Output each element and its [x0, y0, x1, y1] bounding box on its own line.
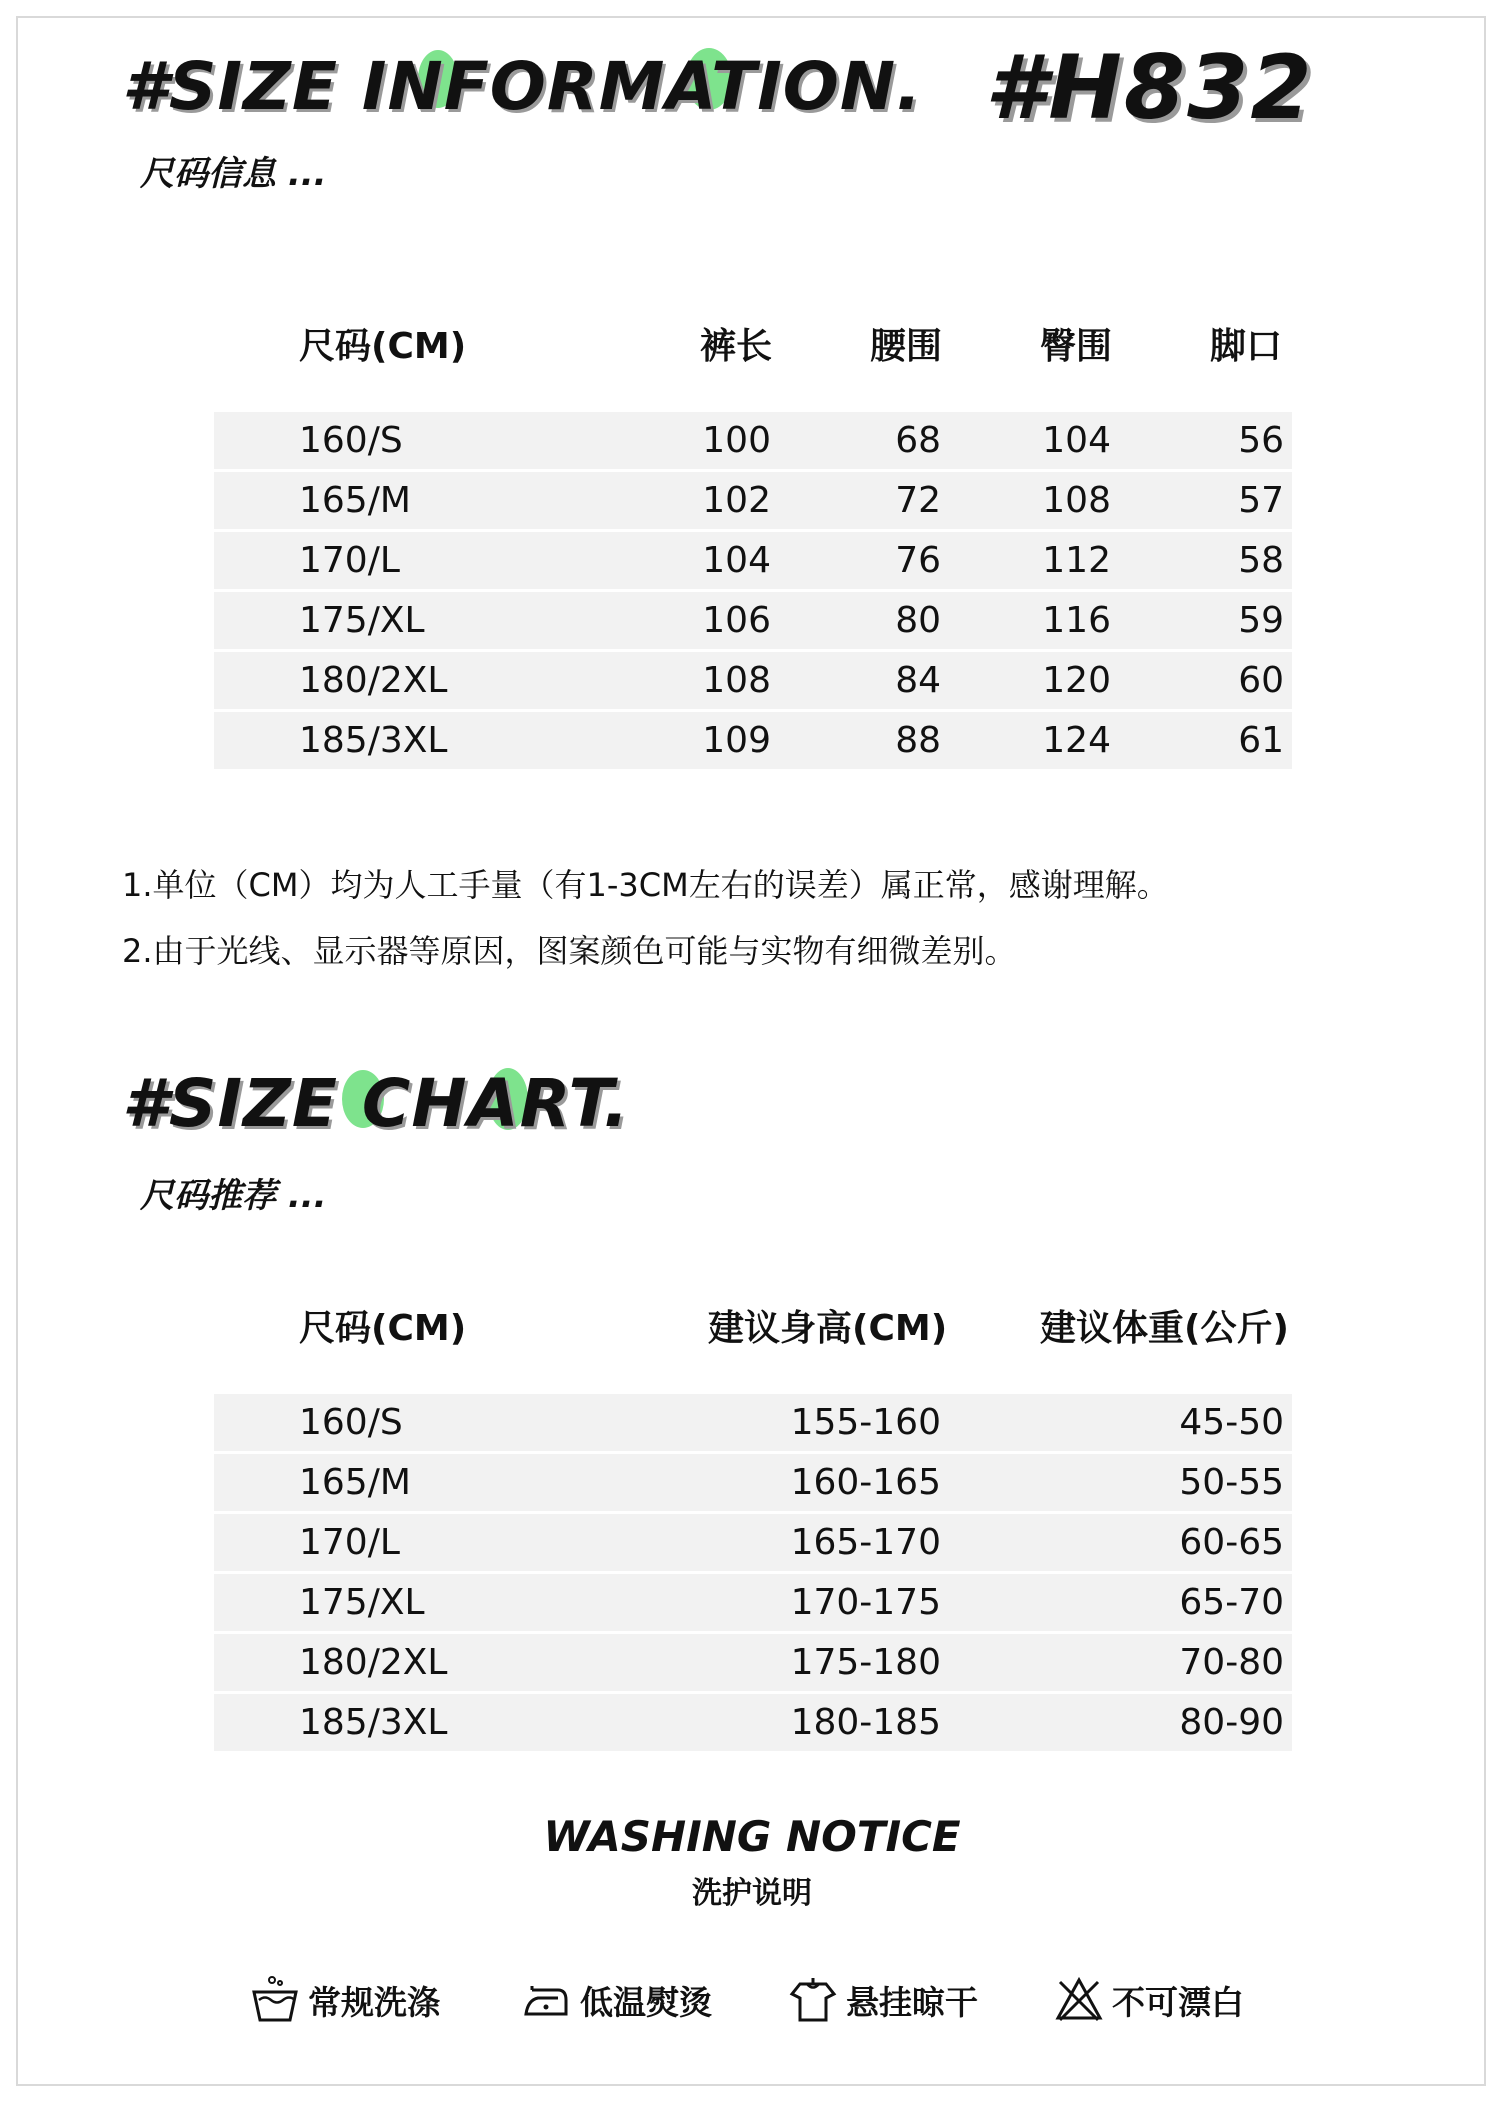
table-cell: 185/3XL	[299, 1702, 448, 1743]
table-cell: 124	[1042, 720, 1111, 761]
washing-notice-title: WASHING NOTICE	[543, 1812, 961, 1861]
table-row	[214, 1394, 1292, 1451]
washing-notice-subtitle: 洗护说明	[692, 1876, 812, 1911]
hanging-shirt-icon	[788, 1974, 838, 2026]
table-cell: 109	[702, 720, 771, 761]
table-cell: 120	[1042, 660, 1111, 701]
wash-item-label: 常规洗涤	[308, 1982, 440, 2022]
table-cell: 84	[895, 660, 941, 701]
table-cell: 61	[1238, 720, 1284, 761]
table-row	[214, 1454, 1292, 1511]
iron-icon	[522, 1974, 572, 2026]
table-cell: 88	[895, 720, 941, 761]
table-cell: 155-160	[790, 1402, 941, 1443]
wash-item-label: 悬挂晾干	[846, 1982, 978, 2022]
table-row	[214, 1514, 1292, 1571]
column-header: 建议体重(公斤)	[1040, 1308, 1289, 1349]
table-cell: 68	[895, 420, 941, 461]
wash-item-hang	[788, 1970, 978, 2030]
table-row	[214, 592, 1292, 649]
table-row	[214, 712, 1292, 769]
product-code: #H832	[985, 36, 1314, 139]
column-header: 建议身高(CM)	[708, 1308, 948, 1349]
no-bleach-icon	[1054, 1974, 1104, 2026]
table-cell: 175-180	[790, 1642, 941, 1683]
column-header: 臀围	[1040, 326, 1113, 367]
table-cell: 104	[702, 540, 771, 581]
table-row	[214, 652, 1292, 709]
table-cell: 70-80	[1179, 1642, 1284, 1683]
table-row	[214, 1574, 1292, 1631]
wash-item-normal	[250, 1970, 440, 2030]
table-cell: 160/S	[299, 420, 403, 461]
table-cell: 58	[1238, 540, 1284, 581]
table-cell: 56	[1238, 420, 1284, 461]
size-chart-subtitle: 尺码推荐 ...	[140, 1176, 327, 1216]
table-cell: 108	[702, 660, 771, 701]
wash-item-label: 低温熨烫	[580, 1982, 712, 2022]
table-row	[214, 1634, 1292, 1691]
table-cell: 180/2XL	[299, 1642, 448, 1683]
wash-item-iron	[522, 1970, 712, 2030]
table-cell: 180/2XL	[299, 660, 448, 701]
table-row	[214, 532, 1292, 589]
size-information-title: #SIZE INFORMATION.	[122, 48, 923, 125]
wash-item-no-bleach	[1054, 1970, 1244, 2030]
table-cell: 60	[1238, 660, 1284, 701]
size-chart-title: #SIZE CHART.	[122, 1065, 630, 1142]
table-cell: 170-175	[790, 1582, 941, 1623]
wash-item-label: 不可漂白	[1112, 1982, 1244, 2022]
column-header: 尺码(CM)	[299, 1308, 467, 1349]
table-cell: 72	[895, 480, 941, 521]
table-cell: 57	[1238, 480, 1284, 521]
table-cell: 108	[1042, 480, 1111, 521]
wash-basin-icon	[250, 1974, 300, 2026]
table-row	[214, 1694, 1292, 1751]
table-cell: 60-65	[1179, 1522, 1284, 1563]
table-cell: 104	[1042, 420, 1111, 461]
table-cell: 180-185	[790, 1702, 941, 1743]
column-header: 尺码(CM)	[299, 326, 467, 367]
table-cell: 76	[895, 540, 941, 581]
table-cell: 80	[895, 600, 941, 641]
table-cell: 160/S	[299, 1402, 403, 1443]
table-cell: 65-70	[1179, 1582, 1284, 1623]
table-row	[214, 412, 1292, 469]
table-cell: 185/3XL	[299, 720, 448, 761]
note-line: 1.单位（CM）均为人工手量（有1-3CM左右的误差）属正常，感谢理解。	[122, 866, 1169, 904]
table-cell: 165/M	[299, 1462, 411, 1503]
table-cell: 170/L	[299, 540, 400, 581]
table-cell: 100	[702, 420, 771, 461]
column-header: 脚口	[1210, 326, 1283, 367]
column-header: 腰围	[870, 326, 943, 367]
table-cell: 170/L	[299, 1522, 400, 1563]
column-header: 裤长	[700, 326, 773, 367]
table-cell: 160-165	[790, 1462, 941, 1503]
table-cell: 165/M	[299, 480, 411, 521]
table-cell: 175/XL	[299, 600, 425, 641]
table-cell: 102	[702, 480, 771, 521]
table-cell: 50-55	[1179, 1462, 1284, 1503]
table-cell: 106	[702, 600, 771, 641]
table-cell: 175/XL	[299, 1582, 425, 1623]
table-cell: 59	[1238, 600, 1284, 641]
table-cell: 45-50	[1179, 1402, 1284, 1443]
table-cell: 112	[1042, 540, 1111, 581]
table-cell: 80-90	[1179, 1702, 1284, 1743]
table-cell: 116	[1042, 600, 1111, 641]
table-row	[214, 472, 1292, 529]
note-line: 2.由于光线、显示器等原因，图案颜色可能与实物有细微差别。	[122, 932, 1017, 970]
size-information-subtitle: 尺码信息 ...	[140, 154, 327, 194]
notes-block	[122, 852, 1169, 984]
table-cell: 165-170	[790, 1522, 941, 1563]
